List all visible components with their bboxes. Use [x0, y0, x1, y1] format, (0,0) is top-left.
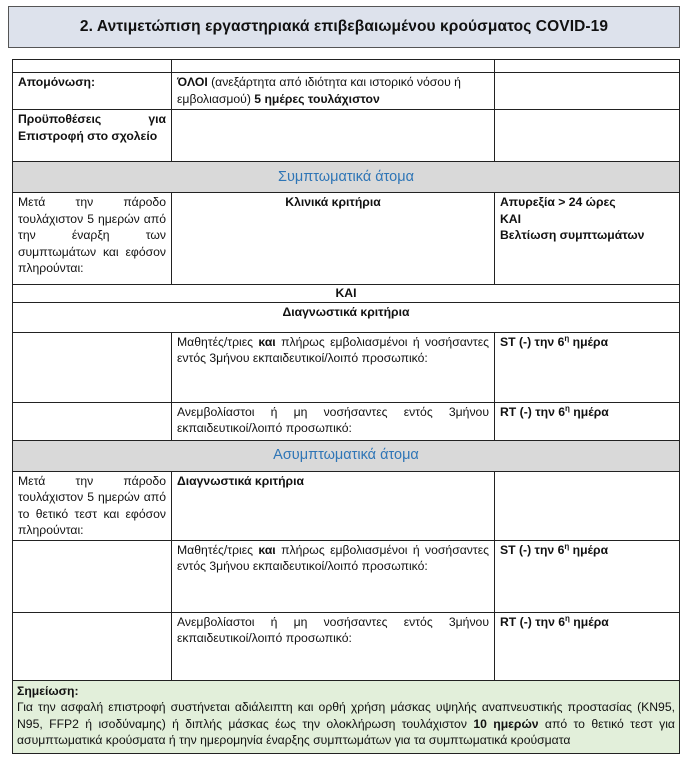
- st-test-requirement: ST (-) την $6^\eta$ ημέρα: [495, 332, 680, 402]
- asymptomatic-condition: Μετά την πάροδο τουλάχιστον 5 ημερών από το θετικό τεστ και εφόσον πληρούνται:: [13, 471, 172, 540]
- table-row: [13, 60, 680, 73]
- note-box: [13, 680, 680, 753]
- page-title: 2. Αντιμετώπιση εργαστηριακά επιβεβαιωμένου κρούσματος COVID-19: [8, 6, 680, 48]
- asymptomatic-st-row: [13, 540, 680, 612]
- isolation-label: Απομόνωση:: [13, 73, 172, 110]
- clinical-criteria-list: Απυρεξία > 24 ώρες ΚΑΙ Βελτίωση συμπτωμάτων: [495, 193, 680, 285]
- clinical-criteria-label: Κλινικά κριτήρια: [172, 193, 495, 285]
- isolation-value: ΌΛΟΙ (ανεξάρτητα από ιδιότητα και ιστορικό νόσου ή εμβολιασμού) 5 ημέρες τουλάχιστον: [172, 73, 495, 110]
- rt-test-requirement: RT (-) την $6^\eta$ ημέρα: [495, 612, 680, 680]
- and-label: ΚΑΙ: [13, 285, 680, 303]
- symptomatic-clinical-row: [13, 193, 680, 285]
- return-conditions-row: [13, 110, 680, 162]
- isolation-row: [13, 73, 680, 110]
- asymptomatic-diagnostic-row: [13, 471, 680, 540]
- and-row: [13, 285, 680, 303]
- vaccinated-description: Μαθητές/τριες και πλήρως εμβολιασμένοι ή νοσήσαντες εντός 3μήνου εκπαιδευτικοί/λοιπό προσωπικό:: [172, 332, 495, 402]
- note-row: [13, 680, 680, 753]
- symptomatic-section-header: Συμπτωματικά άτομα: [13, 162, 680, 193]
- return-conditions-label: Προϋποθέσεις για Επιστροφή στο σχολείο: [13, 110, 172, 162]
- unvaccinated-description: Ανεμβολίαστοι ή μη νοσήσαντες εντός 3μήνου εκπαιδευτικοί/λοιπό προσωπικό:: [172, 612, 495, 680]
- diagnostic-criteria-label: Διαγνωστικά κριτήρια: [13, 302, 680, 332]
- asymptomatic-rt-row: [13, 612, 680, 680]
- section-header-row: [13, 162, 680, 193]
- diagnostic-label-row: [13, 302, 680, 332]
- symptomatic-condition: Μετά την πάροδο τουλάχιστον 5 ημερών από την έναρξη των συμπτωμάτων και εφόσον πληρούνται:: [13, 193, 172, 285]
- vaccinated-description: Μαθητές/τριες και πλήρως εμβολιασμένοι ή νοσήσαντες εντός 3μήνου εκπαιδευτικοί/λοιπό προσωπικό:: [172, 540, 495, 612]
- unvaccinated-description: Ανεμβολίαστοι ή μη νοσήσαντες εντός 3μήνου εκπαιδευτικοί/λοιπό προσωπικό:: [172, 402, 495, 440]
- asymptomatic-section-header: Ασυμπτωματικά άτομα: [13, 440, 680, 471]
- section-header-row: [13, 440, 680, 471]
- symptomatic-st-row: [13, 332, 680, 402]
- note-text: Για την ασφαλή επιστροφή συστήνεται αδιάλειπτη και ορθή χρήση μάσκας υψηλής αναπνευστικής προστασίας (KN95, N95, FFP2 ή ισοδύναμης) ή διπλής μάσκας έως την ολοκλήρωση τουλάχιστον 10 ημερών από το θετικό τεστ για ασυμπτωματικά κρούσματα ή την ημερομηνία έναρξης συμπτωμάτων για τα συμπτωματικά κρούσματα: [17, 700, 675, 747]
- symptomatic-rt-row: [13, 402, 680, 440]
- st-test-requirement: ST (-) την $6^\eta$ ημέρα: [495, 540, 680, 612]
- guidelines-table: [12, 59, 680, 754]
- asymptomatic-diagnostic-label: Διαγνωστικά κριτήρια: [172, 471, 495, 540]
- note-label: Σημείωση:: [17, 683, 79, 698]
- rt-test-requirement: RT (-) την $6^\eta$ ημέρα: [495, 402, 680, 440]
